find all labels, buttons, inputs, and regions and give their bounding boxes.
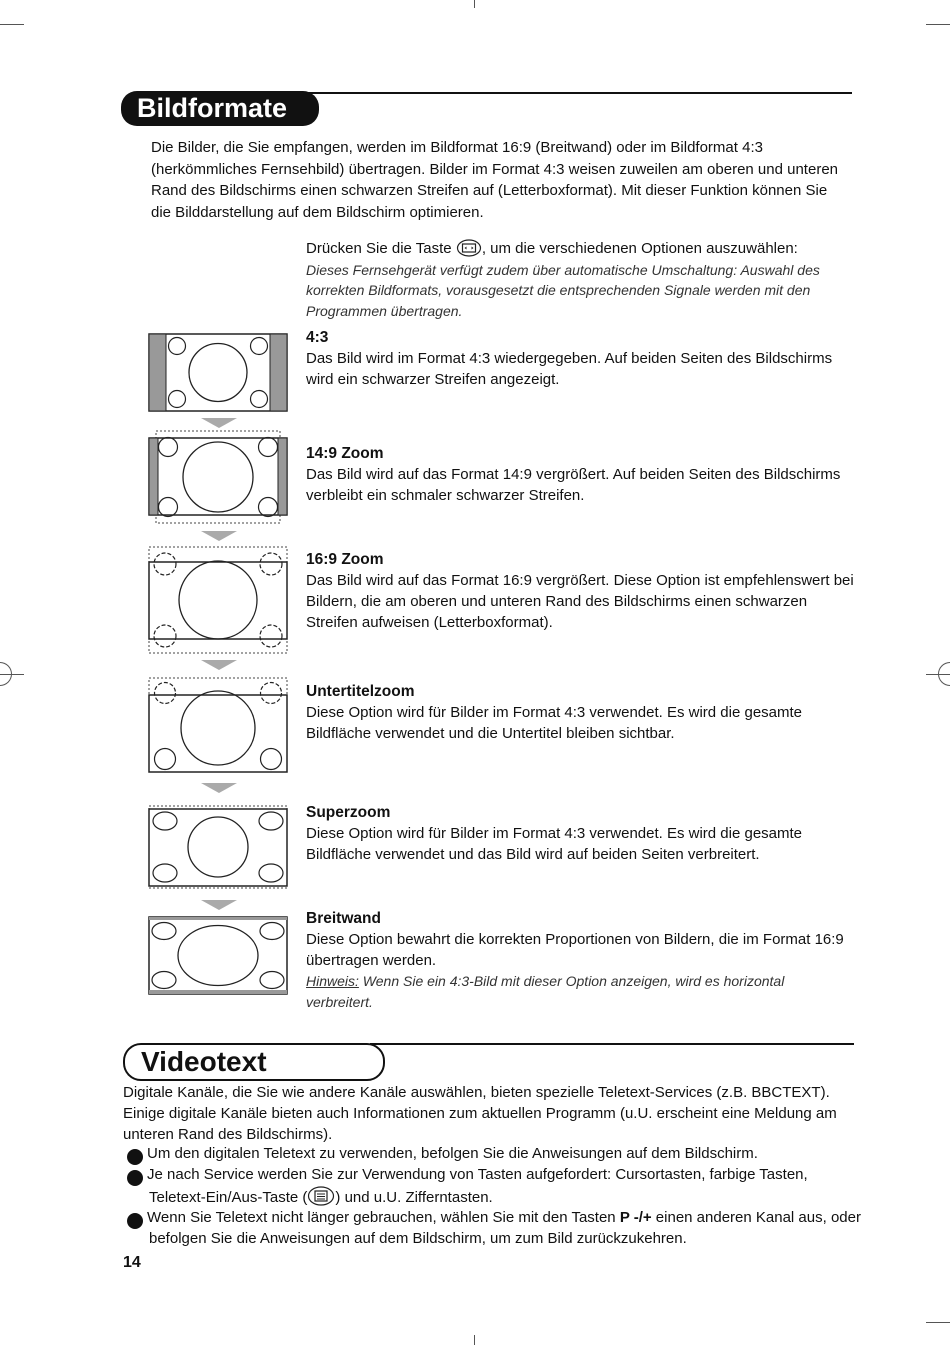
header-rule <box>370 1043 854 1045</box>
option-title: Breitwand <box>306 910 381 927</box>
step-text: Wenn Sie Teletext nicht länger gebrauchen, wählen Sie mit den Tasten <box>147 1209 620 1226</box>
option-desc: Das Bild wird auf das Format 14:9 vergrößert. Auf beiden Seiten des Bildschirms verbleibt ein schmaler schwarzer Streifen. <box>306 466 841 504</box>
option-title: 4:3 <box>306 329 329 346</box>
section-title-bildformate: Bildformate <box>121 91 319 126</box>
crop-mark <box>0 24 24 25</box>
arrow-down-icon <box>201 660 237 670</box>
arrow-down-icon <box>201 531 237 541</box>
videotext-steps <box>113 1144 867 1249</box>
step-number: 2 <box>127 1170 143 1186</box>
step-number: 1 <box>127 1149 143 1165</box>
option-breitwand <box>306 908 854 1012</box>
note-text: Wenn Sie ein 4:3-Bild mit dieser Option anzeigen, wird es horizontal verbreitert. <box>306 973 785 1010</box>
format-key-icon <box>456 239 482 257</box>
tv-diagram-untertitelzoom <box>148 677 288 774</box>
crop-mark <box>474 1335 475 1345</box>
option-title: 14:9 Zoom <box>306 445 384 462</box>
arrow-down-icon <box>201 783 237 793</box>
press-key-instruction <box>306 238 854 321</box>
step-1 <box>113 1144 867 1165</box>
tv-diagram-16-9-zoom <box>148 546 288 654</box>
option-desc: Diese Option wird für Bilder im Format 4:3 verwendet. Es wird die gesamte Bildfläche verwendet und die Untertitel bleiben sichtbar. <box>306 704 803 742</box>
step-number: 3 <box>127 1213 143 1229</box>
step-text: Um den digitalen Teletext zu verwenden, befolgen Sie die Anweisungen auf dem Bildschirm. <box>147 1145 758 1162</box>
crop-mark <box>926 1322 950 1323</box>
registration-mark <box>0 662 12 686</box>
option-14-9-zoom <box>306 443 854 506</box>
note-label: Hinweis: <box>306 973 359 989</box>
arrow-down-icon <box>201 900 237 910</box>
step-text: ) und u.U. Zifferntasten. <box>335 1189 493 1206</box>
crop-mark <box>474 0 475 8</box>
step-2 <box>113 1165 867 1208</box>
tv-diagram-14-9-zoom <box>148 430 288 524</box>
option-desc: Diese Option bewahrt die korrekten Proportionen von Bildern, die im Format 16:9 übertragen werden. <box>306 931 844 969</box>
option-desc: Diese Option wird für Bilder im Format 4:3 verwendet. Es wird die gesamte Bildfläche verwendet und das Bild wird auf beiden Seiten verbreitert. <box>306 825 803 863</box>
option-title: Superzoom <box>306 804 391 821</box>
section-title-videotext: Videotext <box>123 1043 385 1081</box>
option-title: 16:9 Zoom <box>306 551 384 568</box>
auto-switch-note: Dieses Fernsehgerät verfügt zudem über automatische Umschaltung: Auswahl des korrekten Bildformats, vorausgesetzt die entsprechenden Signale werden mit den Programmen übertragen. <box>306 261 820 319</box>
bildformate-intro: Die Bilder, die Sie empfangen, werden im Bildformat 16:9 (Breitwand) oder im Bildformat 4:3 (herkömmliches Fernsehbild) übertragen. Bilder im Format 4:3 weisen zuweilen am oberen und unteren Rand des Bildschirms einen schwarzen Streifen auf (Letterboxformat). Mit dieser Funktion können Sie die Bilddarstellung auf dem Bildschirm optimieren. <box>151 139 838 221</box>
tv-diagram-breitwand <box>148 916 288 995</box>
press-before: Drücken Sie die Taste <box>306 240 452 257</box>
option-title: Untertitelzoom <box>306 683 415 700</box>
option-desc: Das Bild wird im Format 4:3 wiedergegeben. Auf beiden Seiten des Bildschirms wird ein schwarzer Streifen angezeigt. <box>306 350 833 388</box>
crop-mark <box>926 24 950 25</box>
videotext-intro: Digitale Kanäle, die Sie wie andere Kanäle auswählen, bieten spezielle Teletext-Services (z.B. BBCTEXT). Einige digitale Kanäle bieten auch Informationen zum aktuellen Programm (u.U. erscheint eine Meldung am unteren Rand des Bildschirms). <box>123 1084 837 1143</box>
teletext-key-icon <box>307 1186 335 1206</box>
step-3 <box>113 1208 867 1249</box>
tv-diagram-superzoom <box>148 805 288 889</box>
option-superzoom <box>306 802 854 865</box>
breitwand-note <box>306 971 854 1012</box>
option-4-3 <box>306 327 854 390</box>
tv-diagram-4-3 <box>148 333 288 412</box>
step-text: Je nach Service werden Sie zur Verwendung von Tasten aufgefordert: Cursortasten, farbige Tasten, Teletext-Ein/Aus-Taste ( <box>147 1166 808 1206</box>
header-rule <box>300 92 852 94</box>
page-number: 14 <box>123 1254 141 1271</box>
option-16-9-zoom <box>306 549 854 633</box>
step-text: einen anderen Kanal aus, oder befolgen Sie die Anweisungen auf dem Bildschirm, um zum Bild zurückzukehren. <box>149 1209 861 1247</box>
option-untertitelzoom <box>306 681 854 744</box>
arrow-down-icon <box>201 418 237 428</box>
press-after: , um die verschiedenen Optionen auszuwählen: <box>481 240 798 257</box>
key-label: P -/+ <box>619 1209 652 1226</box>
registration-mark <box>938 662 950 686</box>
option-desc: Das Bild wird auf das Format 16:9 vergrößert. Diese Option ist empfehlenswert bei Bildern, die am oberen und unteren Rand des Bildschirms einen schwarzen Streifen aufweisen (Letterboxformat). <box>306 572 854 631</box>
